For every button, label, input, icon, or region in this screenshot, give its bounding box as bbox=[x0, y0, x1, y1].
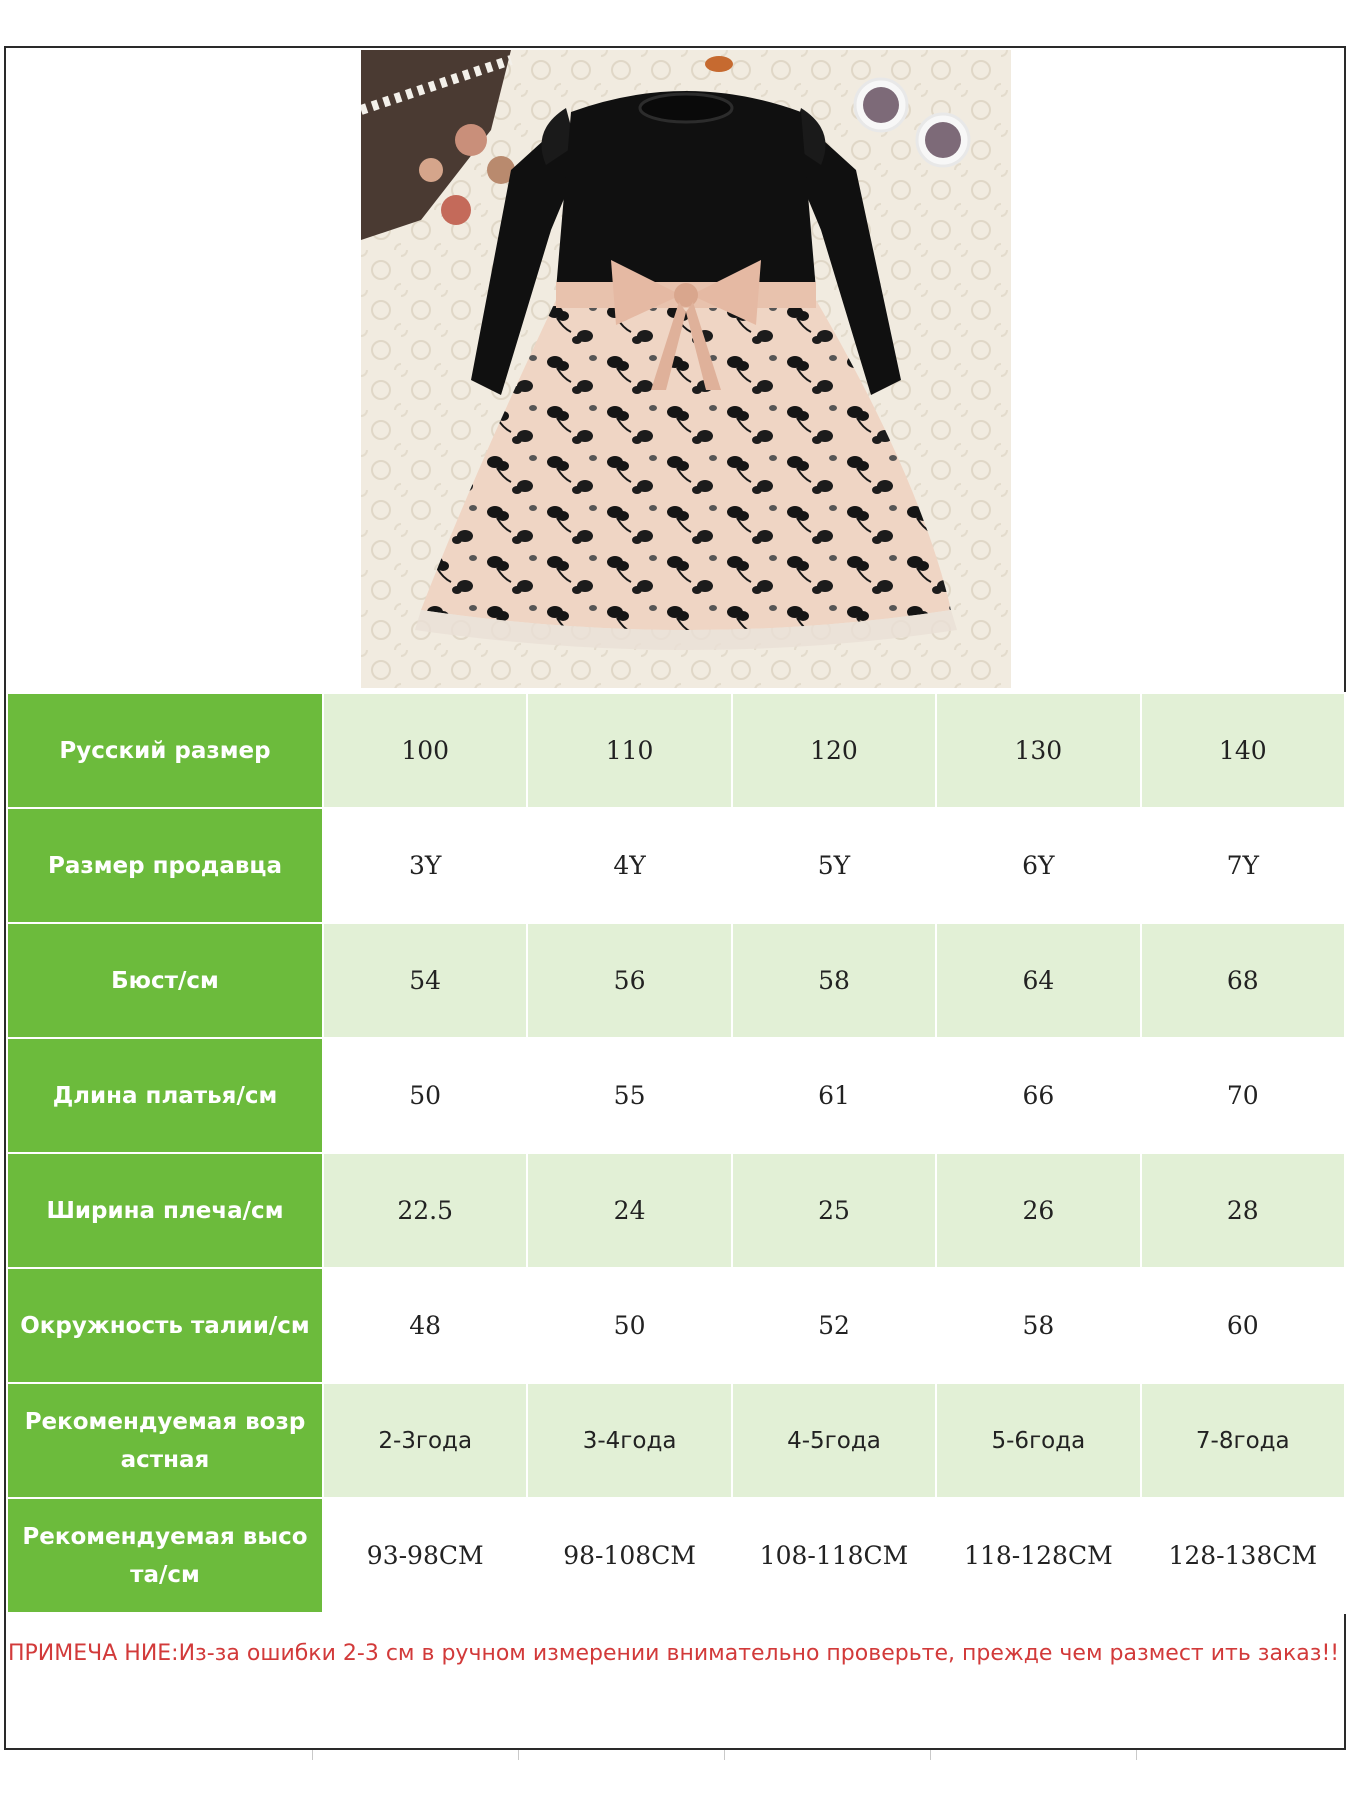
row-label: Русский размер bbox=[7, 693, 323, 808]
table-row bbox=[7, 1038, 1345, 1153]
gridline bbox=[518, 1750, 519, 1760]
table-cell: 2-3года bbox=[323, 1383, 527, 1498]
table-cell: 70 bbox=[1141, 1038, 1345, 1153]
gridline bbox=[312, 1750, 313, 1760]
table-cell: 60 bbox=[1141, 1268, 1345, 1383]
table-cell: 66 bbox=[936, 1038, 1140, 1153]
table-cell: 24 bbox=[527, 1153, 731, 1268]
table-row bbox=[7, 1383, 1345, 1498]
bottom-gridlines bbox=[4, 1750, 1346, 1760]
table-cell: 25 bbox=[732, 1153, 936, 1268]
table-cell: 3Y bbox=[323, 808, 527, 923]
table-cell: 5-6года bbox=[936, 1383, 1140, 1498]
dress-photo bbox=[361, 50, 1011, 688]
measurement-note: ПРИМЕЧА НИЕ:Из-за ошибки 2-3 см в ручном измерении внимательно проверьте, прежде чем размест ить заказ!! bbox=[8, 1641, 1340, 1666]
table-row bbox=[7, 1268, 1345, 1383]
table-cell: 50 bbox=[527, 1268, 731, 1383]
dress-illustration bbox=[361, 50, 1011, 688]
table-cell: 28 bbox=[1141, 1153, 1345, 1268]
table-cell: 68 bbox=[1141, 923, 1345, 1038]
size-chart-table bbox=[6, 692, 1346, 1614]
table-row bbox=[7, 808, 1345, 923]
table-cell: 110 bbox=[527, 693, 731, 808]
table-cell: 48 bbox=[323, 1268, 527, 1383]
row-label: Рекомендуемая возр астная bbox=[7, 1383, 323, 1498]
table-row bbox=[7, 1153, 1345, 1268]
table-row bbox=[7, 693, 1345, 808]
table-cell: 100 bbox=[323, 693, 527, 808]
gridline bbox=[724, 1750, 725, 1760]
table-cell: 7-8года bbox=[1141, 1383, 1345, 1498]
table-cell: 50 bbox=[323, 1038, 527, 1153]
table-row bbox=[7, 1498, 1345, 1613]
row-label: Окружность талии/см bbox=[7, 1268, 323, 1383]
row-label: Размер продавца bbox=[7, 808, 323, 923]
gridline bbox=[930, 1750, 931, 1760]
table-cell: 93-98CM bbox=[323, 1498, 527, 1613]
table-cell: 128-138CM bbox=[1141, 1498, 1345, 1613]
table-cell: 52 bbox=[732, 1268, 936, 1383]
row-label: Длина платья/см bbox=[7, 1038, 323, 1153]
table-cell: 56 bbox=[527, 923, 731, 1038]
table-cell: 26 bbox=[936, 1153, 1140, 1268]
table-cell: 58 bbox=[936, 1268, 1140, 1383]
table-cell: 4-5года bbox=[732, 1383, 936, 1498]
row-label: Рекомендуемая высо та/см bbox=[7, 1498, 323, 1613]
table-cell: 5Y bbox=[732, 808, 936, 923]
row-label: Ширина плеча/см bbox=[7, 1153, 323, 1268]
table-cell: 3-4года bbox=[527, 1383, 731, 1498]
table-cell: 130 bbox=[936, 693, 1140, 808]
table-cell: 7Y bbox=[1141, 808, 1345, 923]
table-cell: 98-108CM bbox=[527, 1498, 731, 1613]
table-cell: 22.5 bbox=[323, 1153, 527, 1268]
table-cell: 4Y bbox=[527, 808, 731, 923]
table-cell: 55 bbox=[527, 1038, 731, 1153]
table-cell: 118-128CM bbox=[936, 1498, 1140, 1613]
table-cell: 140 bbox=[1141, 693, 1345, 808]
table-cell: 58 bbox=[732, 923, 936, 1038]
table-row bbox=[7, 923, 1345, 1038]
table-cell: 54 bbox=[323, 923, 527, 1038]
row-label: Бюст/см bbox=[7, 923, 323, 1038]
gridline bbox=[1136, 1750, 1137, 1760]
table-cell: 108-118CM bbox=[732, 1498, 936, 1613]
table-cell: 6Y bbox=[936, 808, 1140, 923]
table-cell: 61 bbox=[732, 1038, 936, 1153]
table-cell: 120 bbox=[732, 693, 936, 808]
table-cell: 64 bbox=[936, 923, 1140, 1038]
